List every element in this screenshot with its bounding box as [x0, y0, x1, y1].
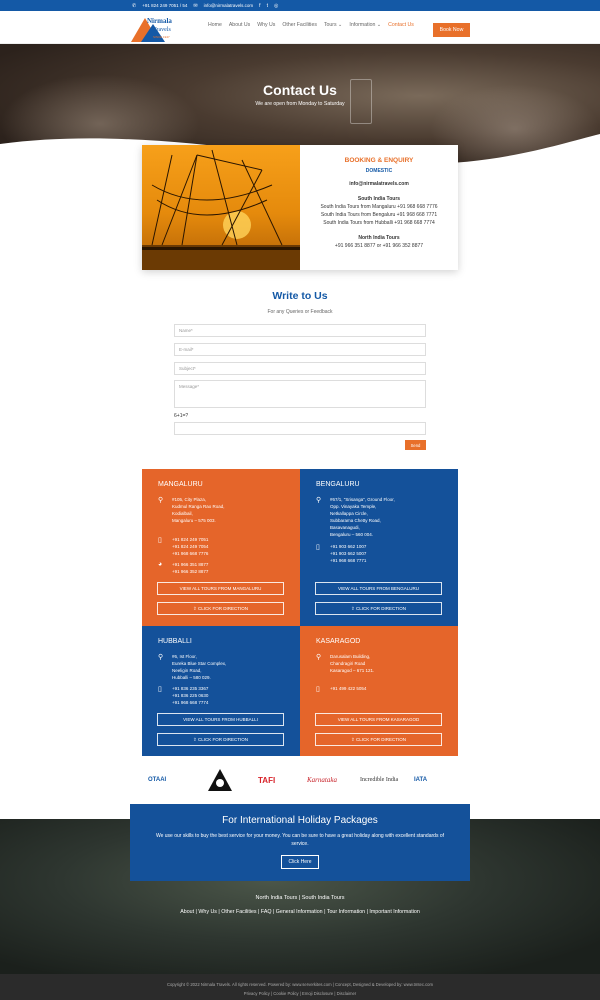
- nav-why-us[interactable]: Why Us: [257, 22, 276, 28]
- incredible-india-logo: Incredible India: [360, 777, 399, 783]
- copyright-bar: [0, 974, 600, 1000]
- booking-title: BOOKING & ENQUIRY: [344, 157, 414, 164]
- svg-text:Nirmala: Nirmala: [147, 17, 172, 25]
- book-now-button[interactable]: Book Now: [433, 23, 470, 37]
- instagram-icon[interactable]: ◎: [273, 2, 279, 9]
- phone-number[interactable]: +91 499 422 5054: [330, 686, 367, 691]
- address-line: Darusalam Building,: [330, 654, 371, 659]
- location-pin-icon: ⚲: [316, 497, 322, 504]
- footer-info-links[interactable]: About | Why Us | Other Facilities | FAQ | General Information | Tour Information | Important Information: [180, 909, 420, 915]
- address-line: Kasaragod – 671 121.: [330, 668, 375, 673]
- click-here-button[interactable]: Click Here: [281, 855, 319, 869]
- twitter-icon[interactable]: t: [266, 2, 268, 9]
- view-tours-bengaluru-button[interactable]: VIEW ALL TOURS FROM BENGALURU: [315, 582, 442, 595]
- office-name: KASARAGOD: [316, 638, 361, 645]
- main-nav: [208, 22, 414, 28]
- address-line: #6, Ist Floor,: [172, 654, 197, 659]
- top-bar: [0, 0, 600, 11]
- send-button[interactable]: Send: [405, 440, 426, 450]
- nav-contact[interactable]: Contact Us: [388, 22, 414, 28]
- direction-mangaluru-button[interactable]: ⇪ CLICK FOR DIRECTION: [157, 602, 284, 615]
- policy-links[interactable]: Privacy Policy | Cookie Policy | Emoji Disclosure | Disclaimer: [243, 991, 357, 996]
- nav-tours[interactable]: Tours ⌄: [323, 22, 343, 28]
- travel-agents-logo: [206, 765, 234, 795]
- svg-text:SINCE 1947: SINCE 1947: [153, 35, 170, 39]
- write-to-us-title: Write to Us: [272, 290, 328, 302]
- subject-input[interactable]: Subject*: [174, 362, 426, 375]
- phone-number[interactable]: +91 824 249 7054: [172, 544, 209, 549]
- footer-tour-links[interactable]: North India Tours | South India Tours: [255, 895, 345, 901]
- nav-about[interactable]: About Us: [228, 22, 251, 28]
- south-tour-hubballi[interactable]: South India Tours from Hubballi +91 968 668 7774: [323, 220, 435, 226]
- location-pin-icon: ⚲: [158, 497, 164, 504]
- captcha-input[interactable]: [174, 422, 426, 435]
- site-header: [0, 11, 600, 44]
- topbar-phone[interactable]: +91 824 249 7051 / 54: [142, 3, 188, 8]
- svg-text:Karnataka: Karnataka: [307, 776, 337, 784]
- address-line: Bengaluru – 560 004.: [330, 532, 374, 537]
- office-name: HUBBALLI: [158, 638, 192, 645]
- view-tours-kasaragod-button[interactable]: VIEW ALL TOURS FROM KASARAGOD: [315, 713, 442, 726]
- email-input[interactable]: E-mail*: [174, 343, 426, 356]
- whatsapp-number[interactable]: +91 966 351 8877: [172, 562, 209, 567]
- page-subtitle: We are open from Monday to Saturday: [255, 101, 345, 107]
- whatsapp-icon: ◕: [158, 561, 163, 568]
- phone-number[interactable]: +91 968 668 7774: [172, 700, 209, 705]
- view-tours-hubballi-button[interactable]: VIEW ALL TOURS FROM HUBBALLI: [157, 713, 284, 726]
- phone-icon: ▯: [316, 544, 320, 551]
- south-tour-mangaluru[interactable]: South India Tours from Mangaluru +91 968 668 7776: [320, 204, 438, 210]
- international-title: For International Holiday Packages: [222, 815, 378, 826]
- international-description: We use our skills to buy the best service for your money. You can be sure to have a great holiday along with excellent standards of service.: [155, 833, 445, 847]
- facebook-icon[interactable]: f: [259, 2, 261, 9]
- nav-information[interactable]: Information ⌄: [349, 22, 382, 28]
- south-tour-bengaluru[interactable]: South India Tours from Bengaluru +91 968 668 7771: [320, 212, 438, 218]
- phone-icon: ✆: [132, 2, 137, 9]
- iata-logo: IATA: [414, 777, 428, 783]
- whatsapp-number[interactable]: +91 966 352 8877: [172, 569, 209, 574]
- location-pin-icon: ⚲: [316, 654, 322, 661]
- north-india-phones[interactable]: +91 966 351 8877 or +91 966 352 8877: [334, 243, 424, 249]
- topbar-email[interactable]: info@nirmalatravels.com: [203, 3, 254, 8]
- address-line: #67/1, "Srisanga", Ground Floor,: [330, 497, 395, 502]
- phone-number[interactable]: +91 903 662 1007: [330, 544, 367, 549]
- office-bengaluru: [300, 469, 458, 626]
- phone-icon: ▯: [316, 686, 320, 693]
- nav-home[interactable]: Home: [208, 22, 222, 28]
- captcha-question: 6+1=?: [174, 413, 189, 419]
- tafi-logo: TAFI: [258, 775, 276, 785]
- address-line: Chandragiri Road: [330, 661, 366, 666]
- address-line: Eureka Blue Star Complex,: [172, 661, 227, 666]
- page-title: Contact Us: [263, 82, 337, 98]
- address-line: Subbarama Chetty Road,: [330, 518, 381, 523]
- address-line: Netkallappa Circle,: [330, 511, 368, 516]
- phone-number[interactable]: +91 824 249 7051: [172, 537, 209, 542]
- booking-card: [142, 145, 458, 270]
- karnataka-tourism-logo: [307, 765, 347, 795]
- mail-icon: ✉: [193, 2, 198, 9]
- address-line: Neeligin Road,: [172, 668, 202, 673]
- phone-number[interactable]: +91 968 668 7771: [330, 558, 367, 563]
- address-line: Kudmul Ranga Rao Road,: [172, 504, 225, 509]
- address-line: Basavanagudi,: [330, 525, 360, 530]
- name-input[interactable]: Name*: [174, 324, 426, 337]
- north-india-heading: North India Tours: [358, 235, 400, 241]
- office-name: MANGALURU: [158, 481, 203, 488]
- office-name: BENGALURU: [316, 481, 360, 488]
- view-tours-mangaluru-button[interactable]: VIEW ALL TOURS FROM MANGALURU: [157, 582, 284, 595]
- affiliation-logos: [142, 765, 458, 795]
- direction-bengaluru-button[interactable]: ⇪ CLICK FOR DIRECTION: [315, 602, 442, 615]
- otaai-logo: OTAAI: [148, 777, 167, 783]
- office-kasaragod: [300, 626, 458, 756]
- phone-number[interactable]: +91 836 225 0630: [172, 693, 209, 698]
- direction-hubballi-button[interactable]: ⇪ CLICK FOR DIRECTION: [157, 733, 284, 746]
- phone-number[interactable]: +91 903 662 5007: [330, 551, 367, 556]
- address-line: Hubballi – 580 029.: [172, 675, 211, 680]
- office-mangaluru: [142, 469, 300, 626]
- domestic-label: DOMESTIC: [365, 168, 393, 174]
- svg-text:Travels: Travels: [153, 27, 171, 33]
- address-line: Opp. Vinayaka Temple,: [330, 504, 377, 509]
- address-line: #105, City Plaza,: [172, 497, 207, 502]
- direction-kasaragod-button[interactable]: ⇪ CLICK FOR DIRECTION: [315, 733, 442, 746]
- location-pin-icon: ⚲: [158, 654, 164, 661]
- write-to-us-subtitle: For any Queries or Feedback: [267, 309, 333, 315]
- address-line: Mangaluru – 575 003.: [172, 518, 216, 523]
- fishing-nets-image: [142, 145, 300, 270]
- booking-email[interactable]: info@nirmalatravels.com: [349, 181, 409, 187]
- address-line: Kodialbail,: [172, 511, 193, 516]
- message-textarea[interactable]: Message*: [174, 380, 426, 408]
- phone-number[interactable]: +91 968 668 7776: [172, 551, 209, 556]
- site-logo[interactable]: [131, 14, 181, 42]
- copyright-text: Copyright © 2022 Nirmala Travels. All rights reserved. Powered by: www.serverkites.com | Concept, Designed & Developed by: www.tmtec.com: [167, 982, 433, 987]
- phone-icon: ▯: [158, 537, 162, 544]
- south-india-heading: South India Tours: [357, 196, 401, 202]
- phone-icon: ▯: [158, 686, 162, 693]
- international-packages-banner: [130, 804, 470, 881]
- office-hubballi: [142, 626, 300, 756]
- nav-other-facilities[interactable]: Other Facilities: [282, 22, 317, 28]
- phone-number[interactable]: +91 836 235 3367: [172, 686, 209, 691]
- booking-info: [300, 145, 458, 270]
